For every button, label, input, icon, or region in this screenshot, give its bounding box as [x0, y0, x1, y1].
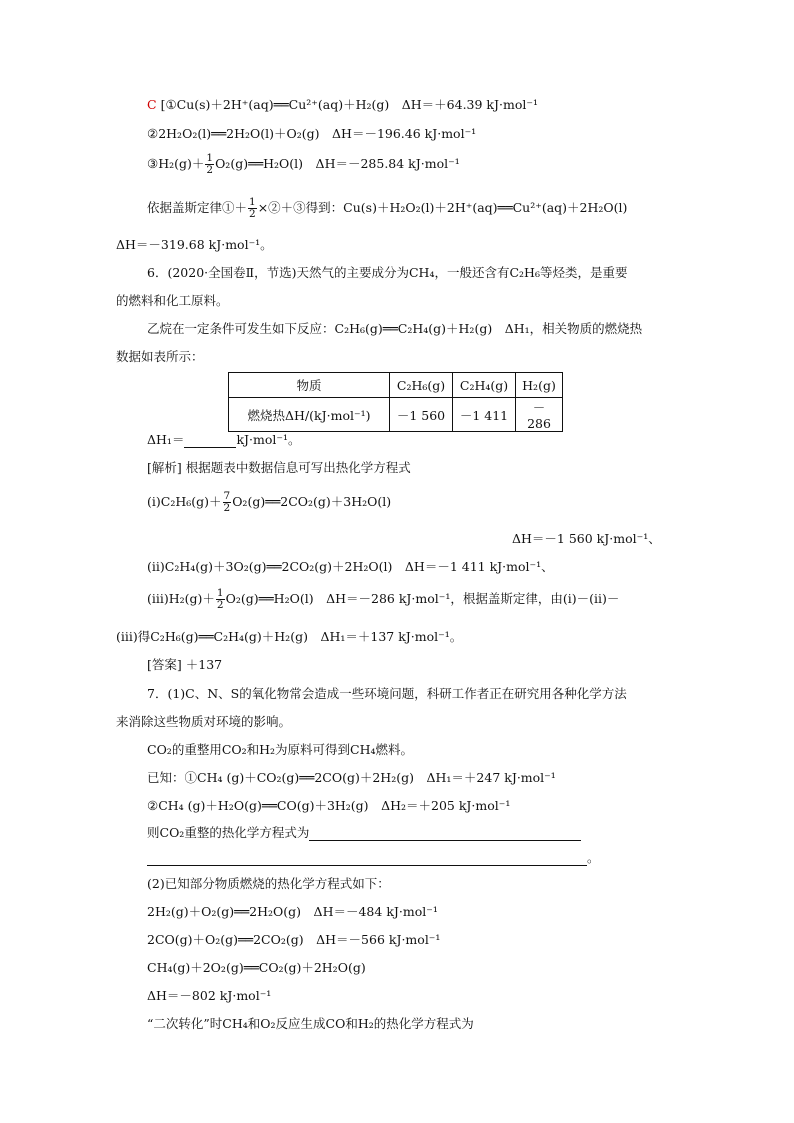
- q5-line-5: ΔH＝－319.68 kJ·mol⁻¹。: [116, 237, 273, 252]
- q7-question-1-cont: [147, 850, 600, 866]
- q7-eq-3: CH₄(g)＋2O₂(g)══CO₂(g)＋2H₂O(g): [147, 960, 366, 975]
- table-header-cell: C₂H₄(g): [453, 373, 516, 398]
- q5-line-4-b: ×②＋③得到：Cu(s)＋H₂O₂(l)＋2H⁺(aq)══Cu²⁺(aq)＋2H₂O(l): [257, 200, 628, 215]
- q6-reaction-1: 乙烷在一定条件可发生如下反应：C₂H₆(g)══C₂H₄(g)＋H₂(g) ΔH₁，相关物质的燃烧热: [147, 321, 643, 336]
- q6-eq-1: [147, 490, 391, 514]
- q7-para-1: 7．(1)C、N、S的氧化物常会造成一些环境问题，科研工作者正在研究用各种化学方法: [147, 686, 627, 701]
- q5-line-4-a: 依据盖斯定律①＋: [147, 200, 248, 215]
- fraction: $\frac{7}{2}$: [223, 490, 231, 514]
- period: 。: [587, 850, 600, 865]
- q7-question-1-text: 则CO₂重整的热化学方程式为: [147, 825, 310, 840]
- q7-para-3: CO₂的重整用CO₂和H₂为原料可得到CH₄燃料。: [147, 742, 414, 757]
- q7-para-2: 来消除这些物质对环境的影响。: [116, 714, 292, 729]
- q5-line-1-text: [①Cu(s)＋2H⁺(aq)══Cu²⁺(aq)＋H₂(g) ΔH＝＋64.39 kJ·mol⁻¹: [160, 97, 538, 112]
- table-header-row: [229, 373, 563, 398]
- analysis-text: 根据题表中数据信息可写出热化学方程式: [185, 460, 411, 475]
- q7-question-1: [147, 825, 581, 841]
- q6-reaction-2: 数据如表所示：: [116, 349, 204, 364]
- q5-line-4: [147, 196, 627, 220]
- q6-eq-2: (ⅱ)C₂H₄(g)＋3O₂(g)══2CO₂(g)＋2H₂O(l) ΔH＝－1 411 kJ·mol⁻¹、: [147, 559, 554, 574]
- q7-given-2: ②CH₄ (g)＋H₂O(g)══CO(g)＋3H₂(g) ΔH₂＝＋205 kJ·mol⁻¹: [147, 798, 511, 813]
- q7-eq-2: 2CO(g)＋O₂(g)══2CO₂(g) ΔH＝－566 kJ·mol⁻¹: [147, 932, 441, 947]
- blank-suffix: kJ·mol⁻¹。: [236, 432, 301, 447]
- q6-eq-1-dh: ΔH＝－1 560 kJ·mol⁻¹、: [512, 531, 661, 546]
- q6-intro-2: 的燃料和化工原料。: [116, 293, 229, 308]
- q6-eq-3: [147, 587, 619, 611]
- blank-prefix: ΔH₁＝: [147, 432, 185, 447]
- q5-line-2: ②2H₂O₂(l)══2H₂O(l)＋O₂(g) ΔH＝－196.46 kJ·mol⁻¹: [147, 126, 477, 141]
- q5-line-1: [147, 97, 538, 113]
- table-header-cell: 物质: [229, 373, 390, 398]
- table-cell: －1 411: [453, 398, 516, 432]
- answer-letter: C: [147, 97, 157, 112]
- q5-line-3-a: ③H₂(g)＋: [147, 156, 205, 171]
- q6-intro-1: 6．(2020·全国卷Ⅱ，节选)天然气的主要成分为CH₄，一般还含有C₂H₆等烃类，是重要: [147, 265, 628, 280]
- eq-1-a: (ⅰ)C₂H₆(g)＋: [147, 494, 222, 509]
- answer-value: ＋137: [185, 657, 223, 672]
- q7-part-2: (2)已知部分物质燃烧的热化学方程式如下：: [147, 876, 390, 891]
- q7-question-2: “二次转化”时CH₄和O₂反应生成CO和H₂的热化学方程式为: [147, 1016, 474, 1031]
- q5-line-3: [147, 152, 460, 176]
- table-header-cell: H₂(g): [516, 373, 563, 398]
- fraction: $\frac{1}{2}$: [249, 196, 256, 220]
- fraction: $\frac{1}{2}$: [216, 587, 224, 611]
- q7-eq-1: 2H₂(g)＋O₂(g)══2H₂O(g) ΔH＝－484 kJ·mol⁻¹: [147, 904, 438, 919]
- answer-label: [答案]: [147, 657, 182, 672]
- q6-eq-4: (ⅲ)得C₂H₆(g)══C₂H₄(g)＋H₂(g) ΔH₁＝＋137 kJ·mol⁻¹。: [116, 629, 463, 644]
- table-cell: －286: [516, 398, 563, 432]
- answer-blank: [184, 433, 236, 448]
- answer-blank: [309, 826, 581, 841]
- answer-blank: [147, 851, 587, 866]
- table-header-cell: C₂H₆(g): [390, 373, 453, 398]
- q6-blank-line: [147, 432, 301, 448]
- q5-line-3-b: O₂(g)══H₂O(l) ΔH＝－285.84 kJ·mol⁻¹: [215, 156, 460, 171]
- eq-3-a: (ⅲ)H₂(g)＋: [147, 591, 215, 606]
- q6-answer: [147, 657, 222, 673]
- table-cell: －1 560: [390, 398, 453, 432]
- q7-given-1: 已知：①CH₄ (g)＋CO₂(g)══2CO(g)＋2H₂(g) ΔH₁＝＋247 kJ·mol⁻¹: [147, 770, 556, 785]
- eq-3-b: O₂(g)══H₂O(l) ΔH＝－286 kJ·mol⁻¹，根据盖斯定律，由(ⅰ)－(ⅱ)－: [225, 591, 620, 606]
- combustion-heat-table: [228, 372, 563, 432]
- table-row-label: 燃烧热ΔH/(kJ·mol⁻¹): [229, 398, 390, 432]
- q7-eq-3-dh: ΔH＝－802 kJ·mol⁻¹: [147, 988, 272, 1003]
- table-row: [229, 398, 563, 432]
- fraction: $\frac{1}{2}$: [206, 152, 214, 176]
- eq-1-b: O₂(g)══2CO₂(g)＋3H₂O(l): [232, 494, 392, 509]
- q6-analysis: [147, 460, 411, 476]
- analysis-label: [解析]: [147, 460, 182, 475]
